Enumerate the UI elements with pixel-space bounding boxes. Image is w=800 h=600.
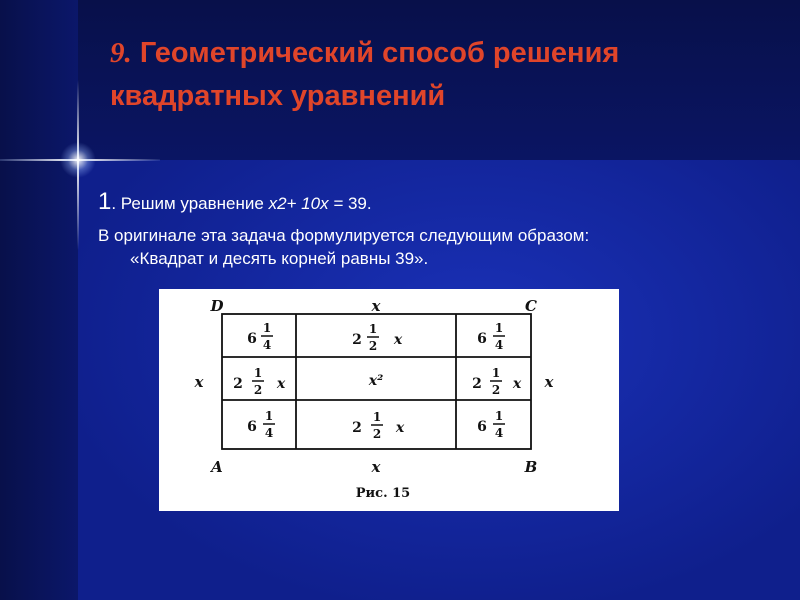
frac-den: 4 (494, 426, 504, 440)
frac-den: 4 (262, 338, 272, 352)
cell-middle-left (233, 366, 286, 397)
cell-bottom-left (247, 409, 275, 440)
frac-den: 2 (372, 427, 382, 441)
frac-den: 4 (264, 426, 274, 440)
mixed-whole: 2 (352, 332, 362, 348)
equation: x2+ 10x = (268, 194, 344, 213)
frac-num: 1 (262, 321, 272, 335)
variable: x (395, 420, 405, 436)
cell-bottom-middle (352, 410, 405, 441)
frac-den: 2 (491, 383, 501, 397)
frac-num: 1 (264, 409, 274, 423)
mixed-whole: 2 (233, 376, 243, 392)
cell-middle-right (472, 366, 522, 397)
paragraph-line1: В оригинале эта задача формулируется следующим образом: (98, 226, 590, 245)
center-label: x² (368, 373, 384, 389)
item-prefix: . Решим уравнение (111, 194, 269, 213)
corner-label-d: D (210, 297, 224, 315)
corner-label-a: A (211, 458, 223, 476)
geometry-figure (159, 289, 619, 511)
side-label-right: x (544, 373, 554, 391)
cell-bottom-right (477, 409, 505, 440)
item-number: 1 (98, 188, 112, 215)
slide-body (98, 188, 788, 270)
mixed-whole: 6 (477, 331, 487, 347)
mixed-whole: 2 (352, 420, 362, 436)
side-label-bottom: x (371, 458, 381, 476)
equation-value: 39. (343, 194, 372, 213)
left-band (0, 0, 78, 600)
title-line1: Геометрический способ решения (139, 37, 620, 69)
frac-den: 4 (494, 338, 504, 352)
mixed-whole: 6 (247, 331, 257, 347)
side-label-top: x (371, 297, 381, 315)
frac-num: 1 (253, 366, 263, 380)
frac-den: 2 (368, 339, 378, 353)
slide-title (110, 32, 770, 118)
title-line2: квадратных уравнений (110, 80, 446, 112)
side-label-left: x (194, 373, 204, 391)
variable: x (393, 332, 403, 348)
corner-label-b: B (524, 458, 538, 476)
title-number: 9. (110, 37, 132, 69)
paragraph-line2: «Квадрат и десять корней равны 39». (130, 249, 429, 268)
mixed-whole: 6 (477, 419, 487, 435)
corner-label-c: C (525, 297, 537, 315)
figure-svg (159, 289, 619, 511)
star-flare-icon (60, 142, 96, 178)
cell-top-right (477, 321, 505, 352)
frac-num: 1 (494, 321, 504, 335)
variable: x (276, 376, 286, 392)
figure-caption: Рис. 15 (355, 486, 411, 501)
task-line (98, 188, 788, 216)
mixed-whole: 2 (472, 376, 482, 392)
cell-top-left (247, 321, 273, 352)
frac-den: 2 (253, 383, 263, 397)
cell-top-middle (352, 322, 403, 353)
variable: x (512, 376, 522, 392)
frac-num: 1 (491, 366, 501, 380)
mixed-whole: 6 (247, 419, 257, 435)
frac-num: 1 (372, 410, 382, 424)
frac-num: 1 (368, 322, 378, 336)
frac-num: 1 (494, 409, 504, 423)
